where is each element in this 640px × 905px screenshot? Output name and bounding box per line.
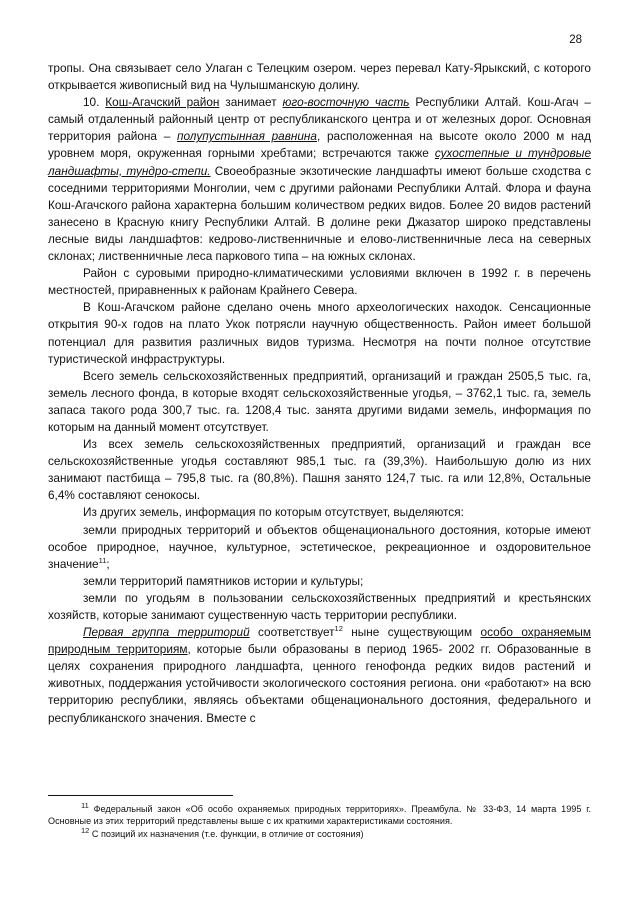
paragraph — [48, 94, 591, 265]
footnote-ref: 11 — [98, 555, 107, 565]
body-text — [48, 60, 591, 727]
text-run: Из других земель, информация по которым отсутствует, выделяются: — [83, 505, 464, 520]
text-run: земли природных территорий и объектов общенационального достояния, которые имеют особое природное, научное, культурное, эстетическое, рекреационное и оздоровительное значение — [48, 522, 591, 571]
text-run: юго-восточную часть — [282, 95, 410, 110]
paragraph — [48, 624, 591, 727]
footnote — [48, 826, 591, 841]
text-run: 10. — [83, 95, 106, 110]
text-run: соответствует — [249, 625, 335, 640]
text-run: Республики Алтай. Кош-Агач – самый отдаленный районный центр от республиканского центра и от железных дорог. Основная территория района – — [48, 95, 591, 144]
paragraph — [48, 60, 591, 94]
text-run: особо охраняемым природным территориям — [48, 625, 591, 657]
text-run: , которые были образованы в период 1965- 2002 гг. Образованные в целях сохранения природного ландшафта, ценного генофонда редких видов растений и животных, поддержания устойчивости экологического состояния региона. они «работают» на всю территорию республики, являясь объектами общенационального достояния, федерального и республиканского значения. Вместе с — [48, 642, 591, 725]
text-run: Всего земель сельскохозяйственных предприятий, организаций и граждан 2505,5 тыс. га, земель лесного фонда, в которые входят сельскохозяйственные угодья, – 3762,1 тыс. га, земель запаса такого рода 300,7 тыс. га. 1208,4 тыс. занята другими видами земель, информация по которым на данный момент отсутствует. — [48, 368, 591, 434]
footnote — [48, 800, 591, 827]
paragraph — [48, 265, 591, 299]
footnotes — [48, 800, 591, 843]
paragraph — [48, 522, 591, 573]
text-run: занимает — [219, 95, 283, 110]
text-run: тропы. Она связывает село Улаган с Телецким озером. через перевал Кату-Ярыкский, с которого открывается живописный вид на Чулышманскую долину. — [48, 61, 591, 93]
text-run: ныне существующим — [342, 625, 481, 640]
text-run: В Кош-Агачском районе сделано очень много археологических находок. Сенсационные открытия 90-х годов на плато Укок потрясли научную общественность. Район имеет большой потенциал для развития различных видов туризма. Несмотря на почти полное отсутствие туристической инфраструктуры. — [48, 300, 591, 366]
text-run: Район с суровыми природно-климатическими условиями включен в 1992 г. в перечень местностей, приравненных к районам Крайнего Севера. — [48, 266, 591, 298]
text-run: ; — [106, 556, 110, 571]
paragraph — [48, 504, 591, 521]
text-run: Своеобразные экзотические ландшафты имеют больше сходства с соседними территориями Монголии, чем с другими районами Республики Алтай. Флора и фауна Кош-Агачского района характерна большим количеством редких видов. Более 20 видов растений занесено в Красную книгу Республики Алтай. В долине реки Джазатор широко представлены лесные виды ландшафтов: кедрово-лиственничные и елово-лиственничные леса на северных склонах; лиственничные леса паркового типа – на южных склонах. — [48, 163, 591, 264]
page-number: 28 — [569, 34, 582, 46]
footnote-ref: 12 — [334, 624, 343, 634]
text-run: Кош-Агачский район — [105, 95, 220, 110]
paragraph — [48, 299, 591, 367]
text-run: земли по угодьям в пользовании сельскохозяйственных предприятий и крестьянских хозяйств, которые занимают существенную часть территории республики. — [48, 590, 591, 622]
footnote-separator — [48, 795, 233, 796]
text-run: земли территорий памятников истории и культуры; — [83, 573, 364, 588]
paragraph — [48, 590, 591, 624]
text-run: полупустынная равнина — [177, 129, 317, 144]
text-run: , расположенная на высоте около 2000 м над уровнем моря, окруженная горными хребтами; встречаются также — [48, 129, 591, 161]
text-run: сухостепные и тундровые ландшафты, тундро-степи. — [48, 146, 592, 178]
text-run: Из всех земель сельскохозяйственных предприятий, организаций и граждан все сельскохозяйственные угодья составляют 985,1 тыс. га (39,3%). Наибольшую долю из них занимают пастбища – 795,8 тыс. га (80,8%). Пашня занято 124,7 тыс. га или 12,8%, Остальные 6,4% составляют сенокосы. — [48, 437, 591, 503]
footnote-text: Федеральный закон «Об особо охраняемых природных территориях». Преамбула. № 33-ФЗ, 14 марта 1995 г. Основные из этих территорий представлены выше с их краткими характеристиками состояния. — [48, 804, 591, 826]
footnote-text: С позиций их назначения (т.е. функции, в отличие от состояния) — [89, 829, 364, 840]
text-run: Первая группа территорий — [83, 625, 250, 640]
paragraph — [48, 436, 591, 504]
paragraph — [48, 368, 591, 436]
footnote-mark: 11 — [81, 800, 89, 810]
paragraph — [48, 573, 591, 590]
footnote-mark: 12 — [81, 826, 90, 836]
